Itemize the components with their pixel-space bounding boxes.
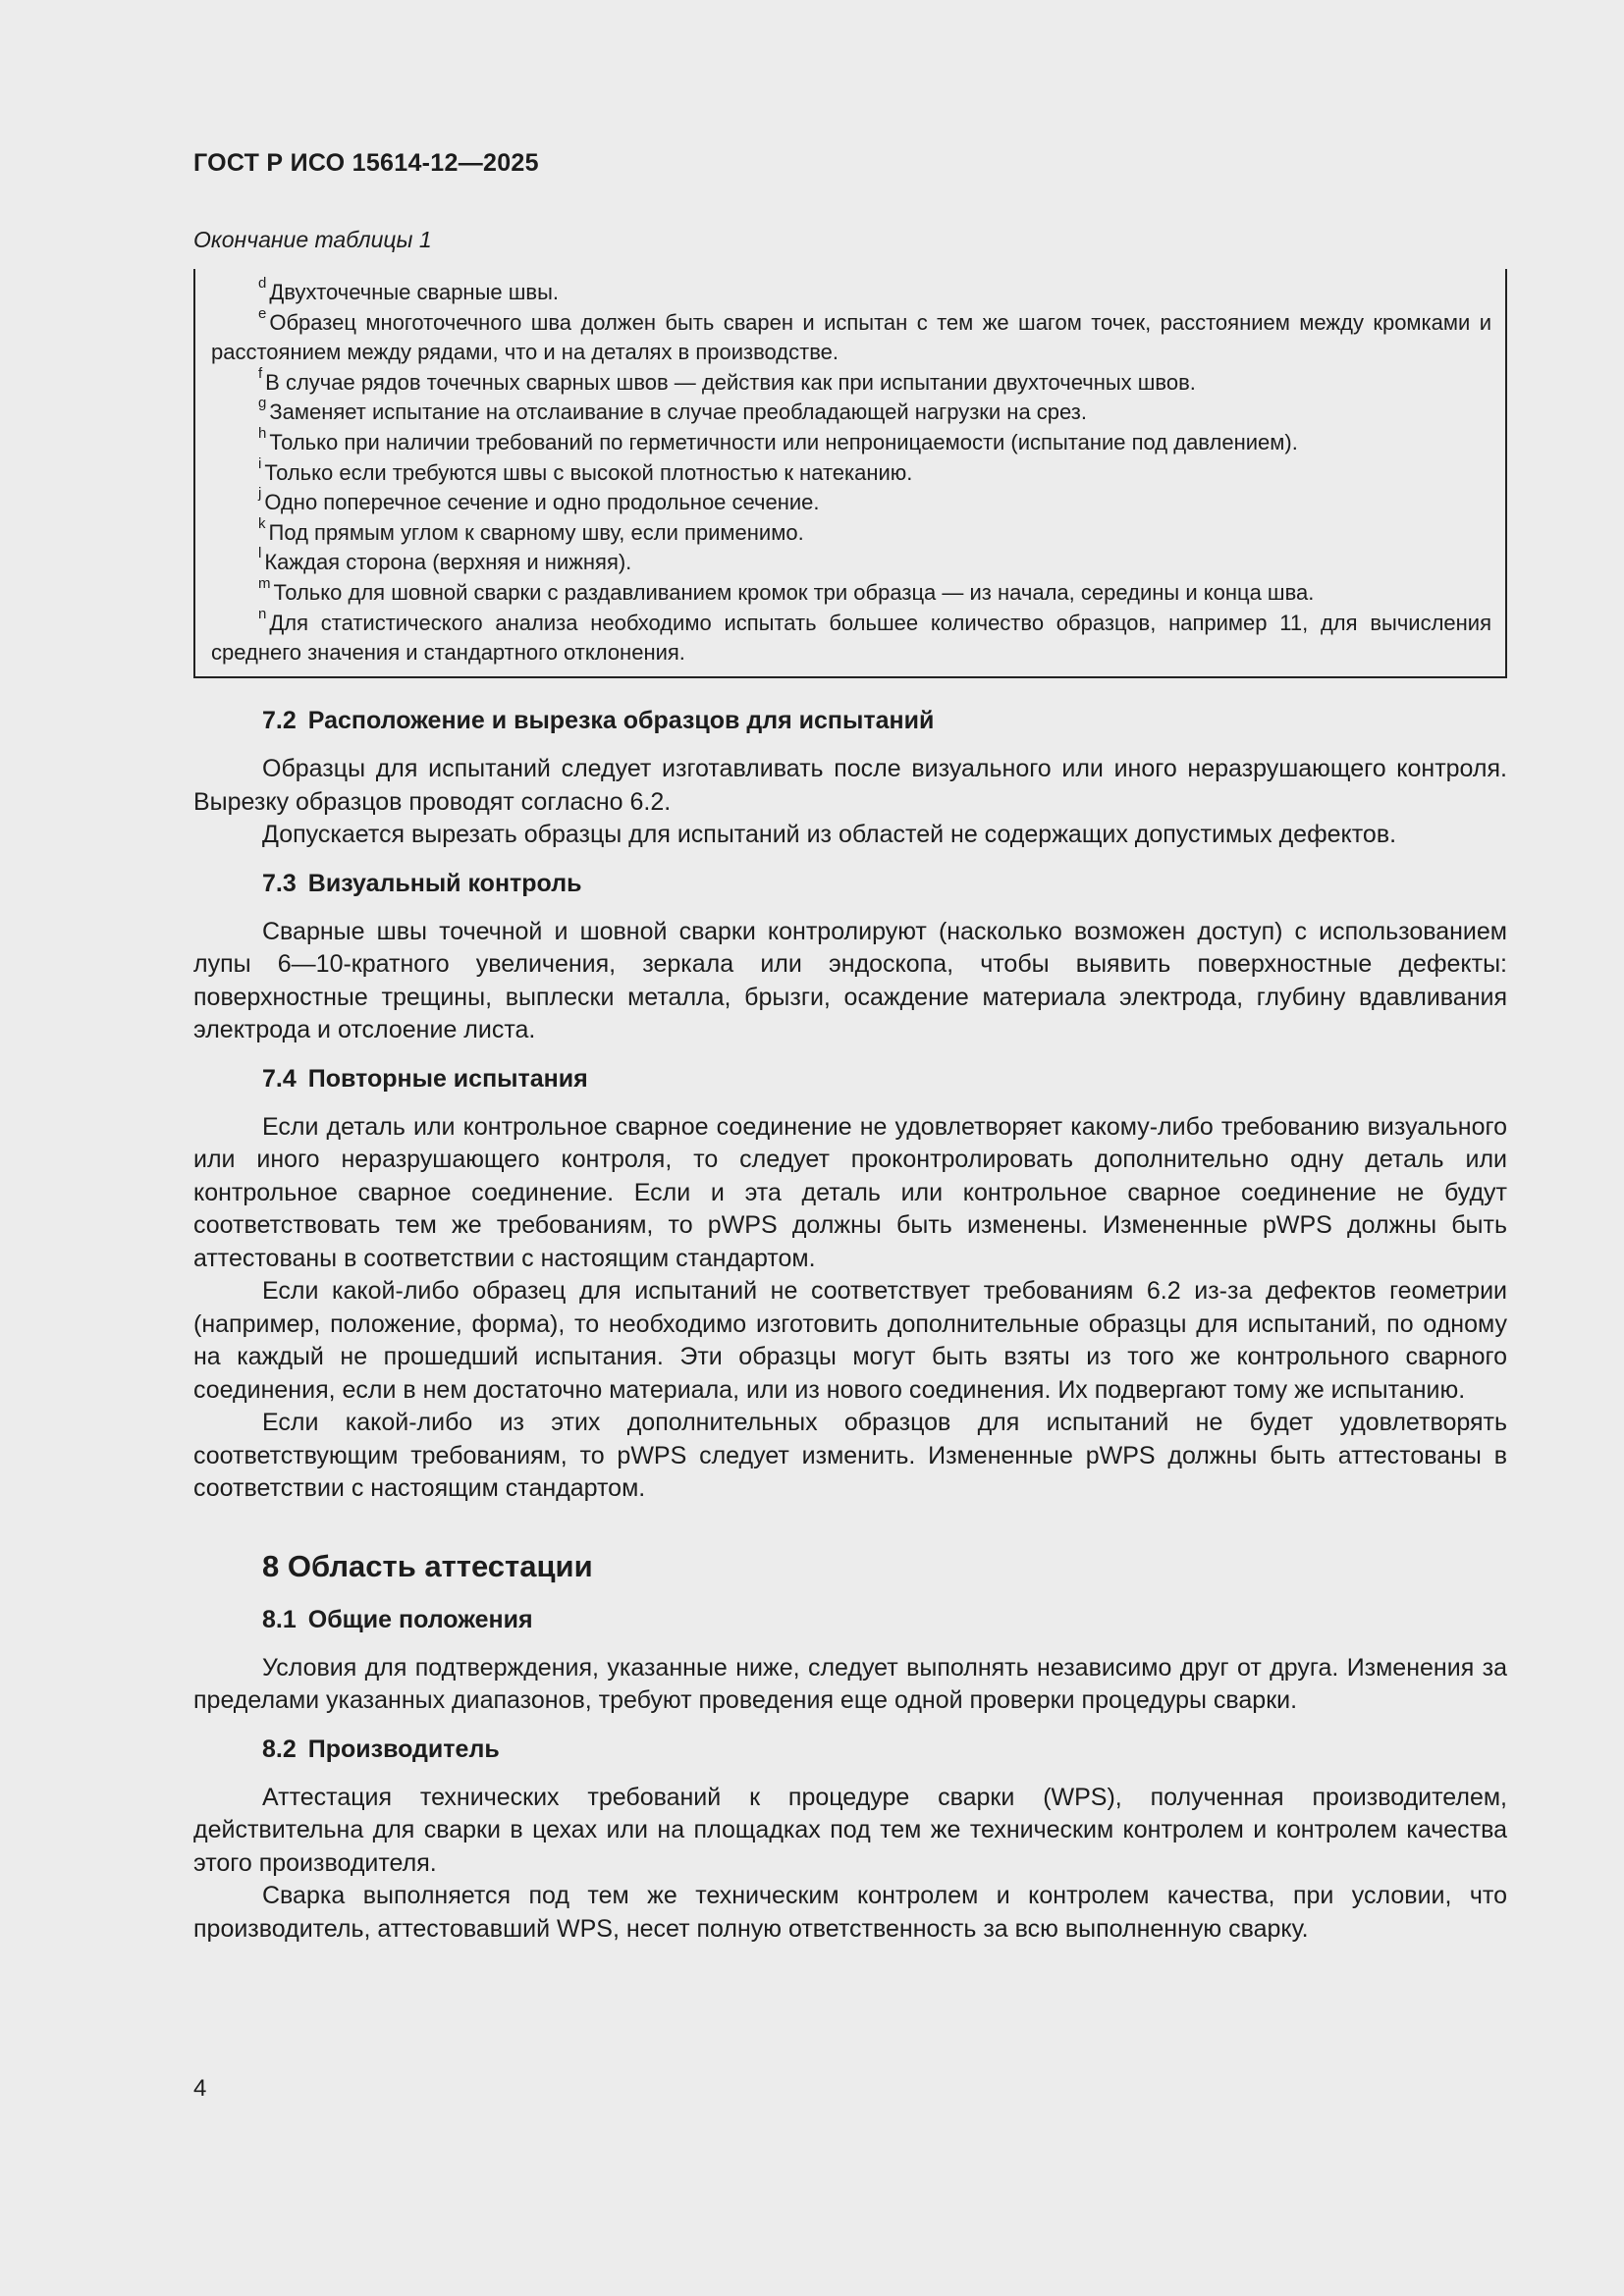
- footnote-mark: d: [258, 275, 267, 292]
- footnote-text: Под прямым углом к сварному шву, если применимо.: [268, 519, 804, 545]
- paragraph: Если какой-либо из этих дополнительных образцов для испытаний не будет удовлетворять соответствующим требованиям, то pWPS следует изменить. Измененные pWPS должны быть аттестованы в соответствии с настоящим стандартом.: [193, 1409, 1507, 1502]
- subsection-heading-7-4: [262, 1065, 1507, 1094]
- footnote-text: Образец многоточечного шва должен быть сварен и испытан с тем же шагом точек, расстоянием между кромками и расстоянием между рядами, что и на деталях в производстве.: [211, 309, 1491, 365]
- paragraph: Сварные швы точечной и шовной сварки контролируют (насколько возможен доступ) с использованием лупы 6—10-кратного увеличения, зеркала или эндоскопа, чтобы выявить поверхностные дефекты: поверхностные трещины, выплески металла, брызги, осаждение материала электрода, глубину вдавливания электрода и отслоение листа.: [193, 917, 1507, 1043]
- table-footnote: [211, 364, 1491, 399]
- table-footnote: [211, 424, 1491, 458]
- subsection-title: Производитель: [307, 1735, 500, 1763]
- subsection-heading-7-2: [262, 707, 1507, 735]
- footnote-text: Для статистического анализа необходимо испытать большее количество образцов, например 11, для вычисления среднего значения и стандартного отклонения.: [211, 610, 1491, 666]
- subsection-heading-7-3: [262, 870, 1507, 898]
- paragraph: Аттестация технических требований к процедуре сварки (WPS), полученная производителем, действительна для сварки в цехах или на площадках под тем же техническим контролем и контролем качества этого производителя.: [193, 1783, 1507, 1877]
- footnote-mark: k: [258, 514, 266, 532]
- subsection-title: Повторные испытания: [307, 1064, 588, 1093]
- subsection-title: Общие положения: [307, 1605, 533, 1633]
- footnote-text: Каждая сторона (верхняя и нижняя).: [264, 550, 632, 575]
- footnote-text: Только для шовной сварки с раздавливанием кромок три образца — из начала, середины и конца шва.: [273, 579, 1315, 605]
- paragraph: Сварка выполняется под тем же техническим контролем и контролем качества, при условии, что производитель, аттестовавший WPS, несет полную ответственность за всю выполненную сварку.: [193, 1882, 1507, 1943]
- subsection-heading-8-1: [262, 1606, 1507, 1634]
- table-footnote: [211, 275, 1491, 308]
- table-footnote: [211, 485, 1491, 518]
- table-footnote: [211, 574, 1491, 609]
- table-footnote: [211, 304, 1491, 368]
- footnote-text: Двухточечные сварные швы.: [269, 280, 560, 304]
- footnote-mark: m: [258, 574, 271, 592]
- document-header: ГОСТ Р ИСО 15614-12—2025: [193, 149, 539, 177]
- table-footnotes-box: [193, 269, 1507, 678]
- footnote-text: Одно поперечное сечение и одно продольное сечение.: [264, 490, 820, 515]
- paragraph: Образцы для испытаний следует изготавливать после визуального или иного неразрушающего контроля. Вырезку образцов проводят согласно 6.2.: [193, 755, 1507, 816]
- footnote-mark: g: [258, 395, 267, 412]
- main-content: [193, 707, 1507, 1946]
- footnote-mark: n: [258, 605, 267, 622]
- paragraph: Если какой-либо образец для испытаний не соответствует требованиям 6.2 из-за дефектов геометрии (например, положение, форма), то необходимо изготовить дополнительные образцы для испытаний, по одному на каждый не прошедший испытания. Эти образцы могут быть взяты из того же контрольного сварного соединения, если в нем достаточно материала, или из нового соединения. Их подвергают тому же испытанию.: [193, 1277, 1507, 1404]
- footnote-text: Заменяет испытание на отслаивание в случае преобладающей нагрузки на срез.: [269, 400, 1087, 425]
- footnote-mark: i: [258, 454, 262, 472]
- subsection-number: 8.2: [262, 1735, 297, 1763]
- subsection-number: 7.2: [262, 707, 297, 734]
- page-number: 4: [193, 2075, 207, 2102]
- subsection-number: 8.1: [262, 1605, 297, 1633]
- paragraph: Допускается вырезать образцы для испытаний из областей не содержащих допустимых дефектов.: [262, 821, 1397, 848]
- footnote-mark: h: [258, 424, 267, 442]
- table-footnote: [211, 545, 1491, 578]
- footnote-mark: j: [258, 485, 262, 503]
- footnote-mark: l: [258, 545, 262, 562]
- table-footnote: [211, 395, 1491, 428]
- subsection-title: Визуальный контроль: [307, 869, 582, 897]
- paragraph: Условия для подтверждения, указанные ниже, следует выполнять независимо друг от друга. Изменения за пределами указанных диапазонов, требуют проведения еще одной проверки процедуры сварки.: [193, 1653, 1507, 1714]
- table-footnote: [211, 454, 1491, 489]
- subsection-number: 7.3: [262, 869, 297, 897]
- footnote-text: Только при наличии требований по герметичности или непроницаемости (испытание под давлением).: [269, 429, 1298, 454]
- subsection-number: 7.4: [262, 1064, 297, 1093]
- footnote-text: В случае рядов точечных сварных швов — действия как при испытании двухточечных швов.: [265, 369, 1196, 395]
- subsection-heading-8-2: [262, 1735, 1507, 1764]
- footnote-mark: f: [258, 364, 263, 382]
- footnote-text: Только если требуются швы с высокой плотностью к натеканию.: [264, 459, 913, 485]
- table-caption: Окончание таблицы 1: [193, 227, 432, 252]
- table-footnote: [211, 514, 1491, 549]
- section-heading-8: 8 Область аттестации: [262, 1548, 593, 1583]
- table-footnote: [211, 605, 1491, 668]
- footnote-mark: e: [258, 304, 267, 322]
- paragraph: Если деталь или контрольное сварное соединение не удовлетворяет какому-либо требованию визуального или иного неразрушающего контроля, то следует проконтролировать дополнительно одну деталь или контрольное сварное соединение. Если и эта деталь или контрольное сварное соединение не будут соответствовать тем же требованиям, то pWPS должны быть изменены. Измененные pWPS должны быть аттестованы в соответствии с настоящим стандартом.: [193, 1112, 1507, 1272]
- subsection-title: Расположение и вырезка образцов для испытаний: [307, 707, 935, 734]
